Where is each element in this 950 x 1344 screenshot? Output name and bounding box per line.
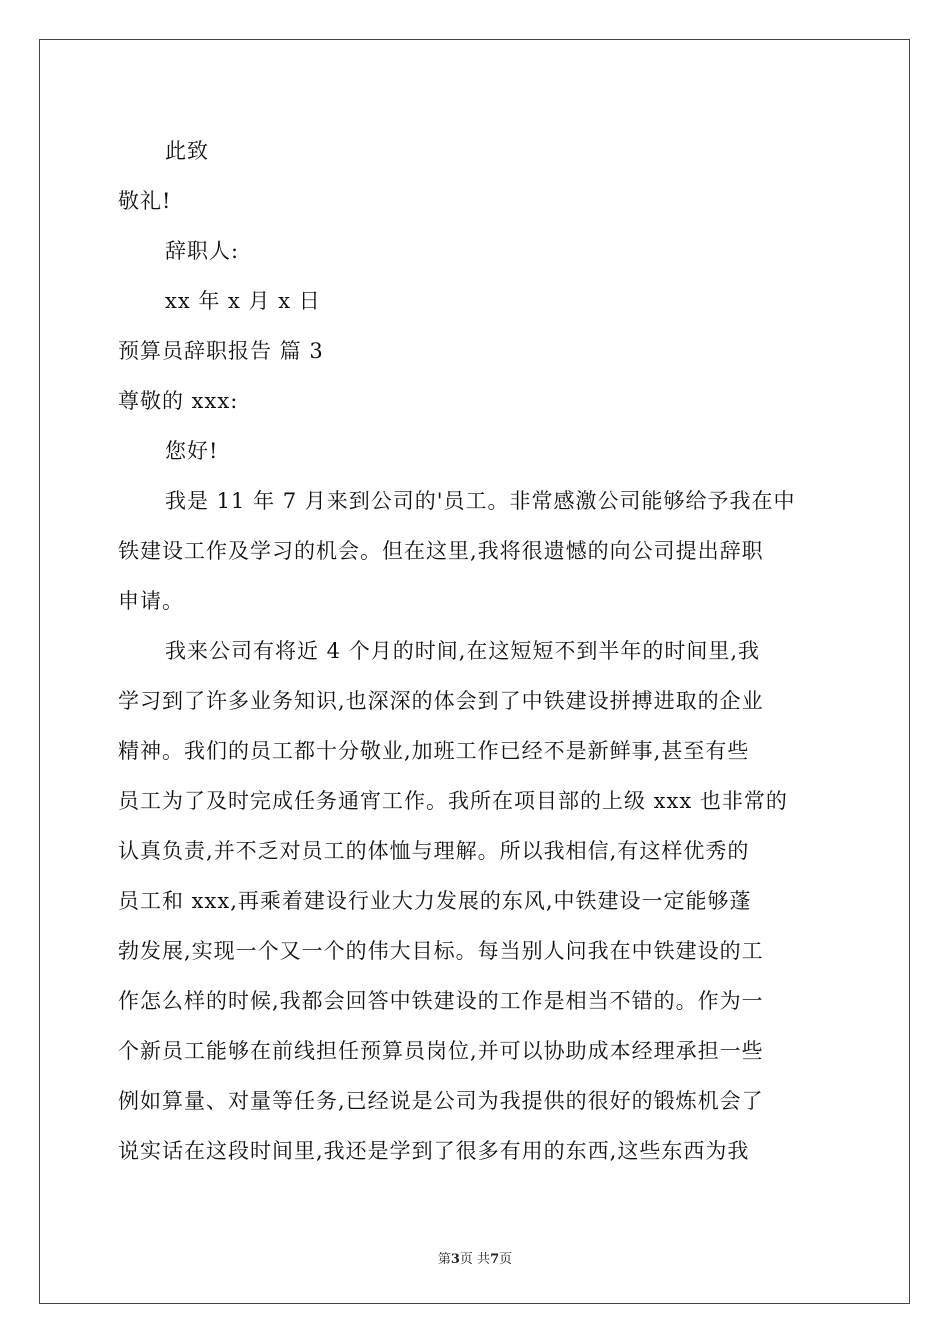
- signer-label: 辞职人:: [165, 239, 240, 263]
- paragraph-line: 认真负责,并不乏对员工的体恤与理解。所以我相信,有这样优秀的: [118, 839, 750, 863]
- page-mid: 页 共: [459, 1252, 491, 1267]
- page-current: 3: [450, 1252, 460, 1267]
- document-body: [118, 126, 834, 1176]
- paragraph-line: 我是 11 年 7 月来到公司的'员工。非常感激公司能够给予我在中: [165, 489, 796, 513]
- paragraph-1: [118, 476, 834, 626]
- page-total: 7: [490, 1252, 500, 1267]
- paragraph-line: 例如算量、对量等任务,已经说是公司为我提供的很好的锻炼机会了: [118, 1089, 764, 1113]
- closing-text: 此致: [165, 139, 209, 163]
- paragraph-line: 说实话在这段时间里,我还是学到了很多有用的东西,这些东西为我: [118, 1139, 750, 1163]
- date-text: xx 年 x 月 x 日: [165, 289, 321, 313]
- paragraph-line: 我来公司有将近 4 个月的时间,在这短短不到半年的时间里,我: [165, 639, 761, 663]
- paragraph-line: 铁建设工作及学习的机会。但在这里,我将很遗憾的向公司提出辞职: [118, 539, 764, 563]
- paragraph-line: 个新员工能够在前线担任预算员岗位,并可以协助成本经理承担一些: [118, 1039, 764, 1063]
- paragraph-line: 精神。我们的员工都十分敬业,加班工作已经不是新鲜事,甚至有些: [118, 739, 750, 763]
- page-suffix: 页: [499, 1252, 513, 1267]
- paragraph-line: 员工和 xxx,再乘着建设行业大力发展的东风,中铁建设一定能够蓬: [118, 889, 752, 913]
- addressee: 尊敬的 xxx:: [118, 389, 239, 413]
- page-footer: [0, 1248, 950, 1267]
- paragraph-line: 作怎么样的时候,我都会回答中铁建设的工作是相当不错的。作为一: [118, 989, 764, 1013]
- paragraph-line: 申请。: [118, 589, 184, 613]
- greeting: 您好!: [165, 439, 219, 463]
- page-prefix: 第: [437, 1252, 451, 1267]
- paragraph-line: 学习到了许多业务知识,也深深的体会到了中铁建设拼搏进取的企业: [118, 689, 764, 713]
- salute-text: 敬礼!: [118, 189, 172, 213]
- paragraph-line: 勃发展,实现一个又一个的伟大目标。每当别人问我在中铁建设的工: [118, 939, 764, 963]
- paragraph-line: 员工为了及时完成任务通宵工作。我所在项目部的上级 xxx 也非常的: [118, 789, 788, 813]
- paragraph-2: [118, 626, 834, 1176]
- section-title: 预算员辞职报告 篇 3: [118, 339, 324, 363]
